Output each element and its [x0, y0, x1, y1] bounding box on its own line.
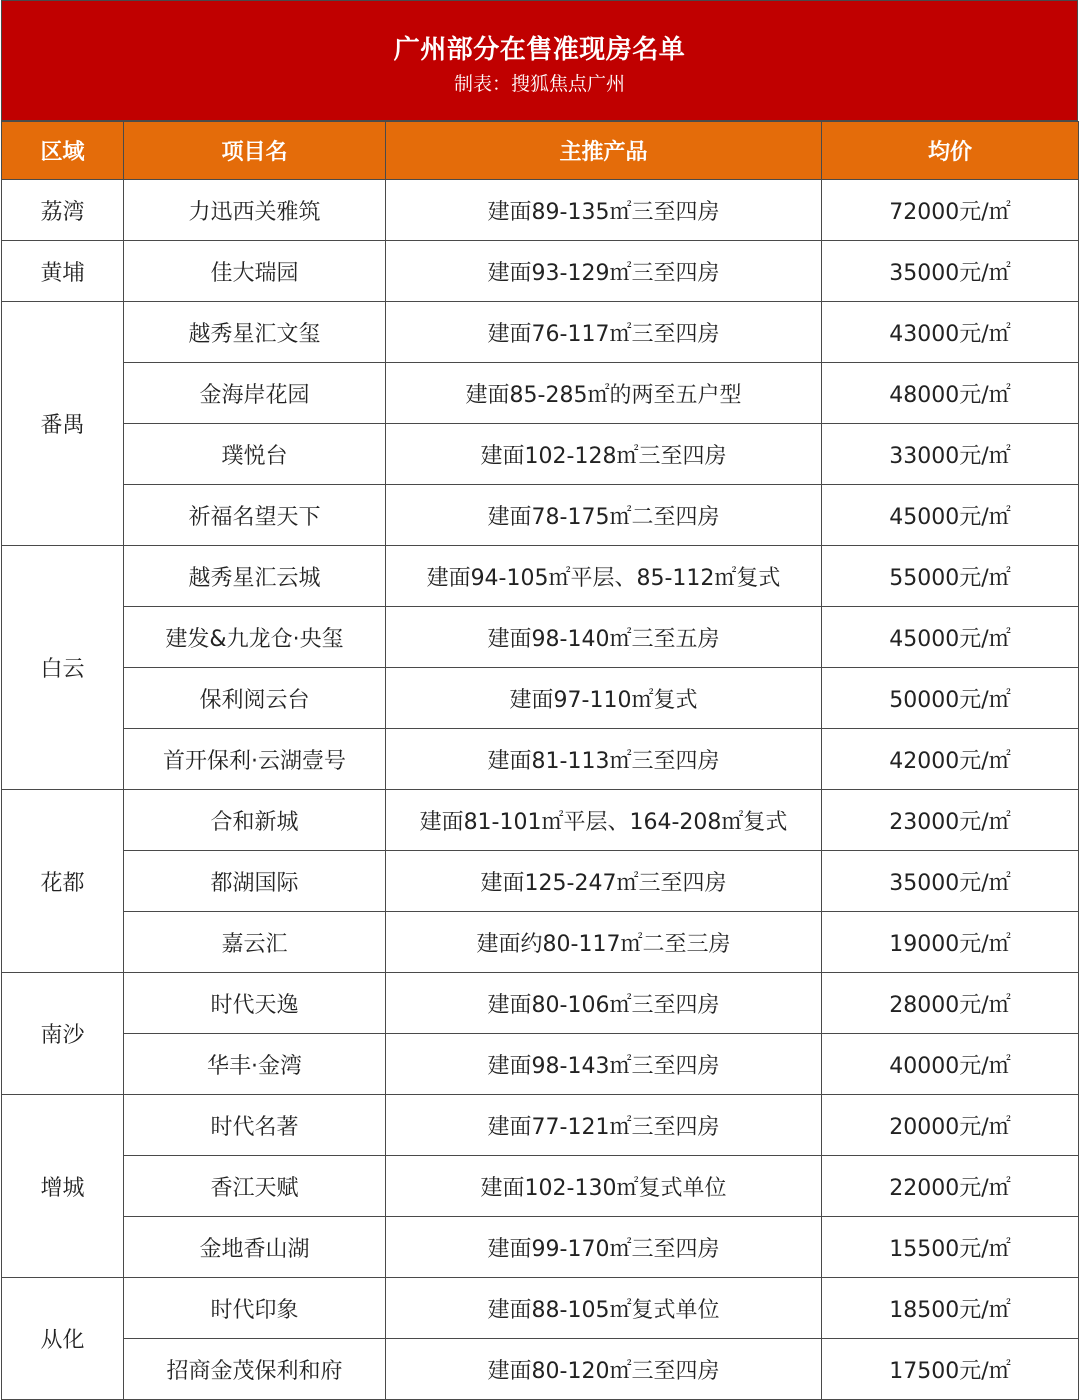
table-source: 制表：搜狐焦点广州 — [453, 73, 625, 95]
table-row — [2, 1339, 1079, 1400]
table-row — [2, 607, 1079, 668]
table-row — [2, 729, 1079, 790]
project-name-cell: 佳大瑞园 — [124, 241, 386, 302]
price-cell: 15500元/㎡ — [822, 1217, 1079, 1278]
price-cell: 17500元/㎡ — [822, 1339, 1079, 1400]
price-cell: 72000元/㎡ — [822, 180, 1079, 241]
product-cell: 建面77-121㎡三至四房 — [386, 1095, 822, 1156]
product-cell: 建面97-110㎡复式 — [386, 668, 822, 729]
region-cell: 增城 — [2, 1095, 124, 1278]
region-cell: 南沙 — [2, 973, 124, 1095]
price-cell: 35000元/㎡ — [822, 241, 1079, 302]
region-cell: 花都 — [2, 790, 124, 973]
project-name-cell: 时代名著 — [124, 1095, 386, 1156]
table-row — [2, 1156, 1079, 1217]
project-name-cell: 时代天逸 — [124, 973, 386, 1034]
header-region: 区域 — [2, 122, 124, 180]
price-cell: 48000元/㎡ — [822, 363, 1079, 424]
header-row — [2, 122, 1079, 180]
product-cell: 建面93-129㎡三至四房 — [386, 241, 822, 302]
table-row — [2, 424, 1079, 485]
price-cell: 50000元/㎡ — [822, 668, 1079, 729]
price-cell: 19000元/㎡ — [822, 912, 1079, 973]
project-name-cell: 保利阅云台 — [124, 668, 386, 729]
project-name-cell: 金海岸花园 — [124, 363, 386, 424]
table-title: 广州部分在售准现房名单 — [393, 35, 686, 65]
project-name-cell: 合和新城 — [124, 790, 386, 851]
product-cell: 建面99-170㎡三至四房 — [386, 1217, 822, 1278]
price-cell: 35000元/㎡ — [822, 851, 1079, 912]
project-name-cell: 祈福名望天下 — [124, 485, 386, 546]
table-row — [2, 912, 1079, 973]
project-name-cell: 越秀星汇云城 — [124, 546, 386, 607]
price-cell: 23000元/㎡ — [822, 790, 1079, 851]
table-row — [2, 485, 1079, 546]
project-name-cell: 越秀星汇文玺 — [124, 302, 386, 363]
project-name-cell: 嘉云汇 — [124, 912, 386, 973]
price-cell: 43000元/㎡ — [822, 302, 1079, 363]
product-cell: 建面89-135㎡三至四房 — [386, 180, 822, 241]
project-name-cell: 首开保利·云湖壹号 — [124, 729, 386, 790]
header-product: 主推产品 — [386, 122, 822, 180]
product-cell: 建面80-120㎡三至四房 — [386, 1339, 822, 1400]
region-cell: 荔湾 — [2, 180, 124, 241]
product-cell: 建面81-113㎡三至四房 — [386, 729, 822, 790]
product-cell: 建面125-247㎡三至四房 — [386, 851, 822, 912]
product-cell: 建面78-175㎡二至四房 — [386, 485, 822, 546]
product-cell: 建面约80-117㎡二至三房 — [386, 912, 822, 973]
price-cell: 45000元/㎡ — [822, 607, 1079, 668]
table-row — [2, 1217, 1079, 1278]
product-cell: 建面98-140㎡三至五房 — [386, 607, 822, 668]
project-name-cell: 建发&九龙仓·央玺 — [124, 607, 386, 668]
project-name-cell: 力迅西关雅筑 — [124, 180, 386, 241]
product-cell: 建面102-128㎡三至四房 — [386, 424, 822, 485]
header-project: 项目名 — [124, 122, 386, 180]
price-cell: 42000元/㎡ — [822, 729, 1079, 790]
table-row — [2, 302, 1079, 363]
table-row — [2, 363, 1079, 424]
region-cell: 番禺 — [2, 302, 124, 546]
price-cell: 20000元/㎡ — [822, 1095, 1079, 1156]
project-name-cell: 香江天赋 — [124, 1156, 386, 1217]
project-name-cell: 时代印象 — [124, 1278, 386, 1339]
price-cell: 22000元/㎡ — [822, 1156, 1079, 1217]
project-name-cell: 金地香山湖 — [124, 1217, 386, 1278]
title-banner — [1, 0, 1078, 121]
region-cell: 从化 — [2, 1278, 124, 1400]
product-cell: 建面88-105㎡复式单位 — [386, 1278, 822, 1339]
table-row — [2, 790, 1079, 851]
table-row — [2, 546, 1079, 607]
region-cell: 黄埔 — [2, 241, 124, 302]
table-row — [2, 1095, 1079, 1156]
table-row — [2, 851, 1079, 912]
region-cell: 白云 — [2, 546, 124, 790]
header-price: 均价 — [822, 122, 1079, 180]
table-row — [2, 241, 1079, 302]
product-cell: 建面98-143㎡三至四房 — [386, 1034, 822, 1095]
table-row — [2, 1034, 1079, 1095]
price-cell: 18500元/㎡ — [822, 1278, 1079, 1339]
project-name-cell: 都湖国际 — [124, 851, 386, 912]
project-name-cell: 璞悦台 — [124, 424, 386, 485]
product-cell: 建面85-285㎡的两至五户型 — [386, 363, 822, 424]
product-cell: 建面76-117㎡三至四房 — [386, 302, 822, 363]
table-row — [2, 180, 1079, 241]
table-body — [2, 180, 1079, 1400]
product-cell: 建面94-105㎡平层、85-112㎡复式 — [386, 546, 822, 607]
project-name-cell: 招商金茂保利和府 — [124, 1339, 386, 1400]
price-cell: 55000元/㎡ — [822, 546, 1079, 607]
project-name-cell: 华丰·金湾 — [124, 1034, 386, 1095]
housing-table — [1, 121, 1079, 1400]
product-cell: 建面80-106㎡三至四房 — [386, 973, 822, 1034]
table-row — [2, 973, 1079, 1034]
price-cell: 45000元/㎡ — [822, 485, 1079, 546]
product-cell: 建面102-130㎡复式单位 — [386, 1156, 822, 1217]
price-cell: 33000元/㎡ — [822, 424, 1079, 485]
price-cell: 28000元/㎡ — [822, 973, 1079, 1034]
product-cell: 建面81-101㎡平层、164-208㎡复式 — [386, 790, 822, 851]
table-row — [2, 668, 1079, 729]
price-cell: 40000元/㎡ — [822, 1034, 1079, 1095]
table-row — [2, 1278, 1079, 1339]
